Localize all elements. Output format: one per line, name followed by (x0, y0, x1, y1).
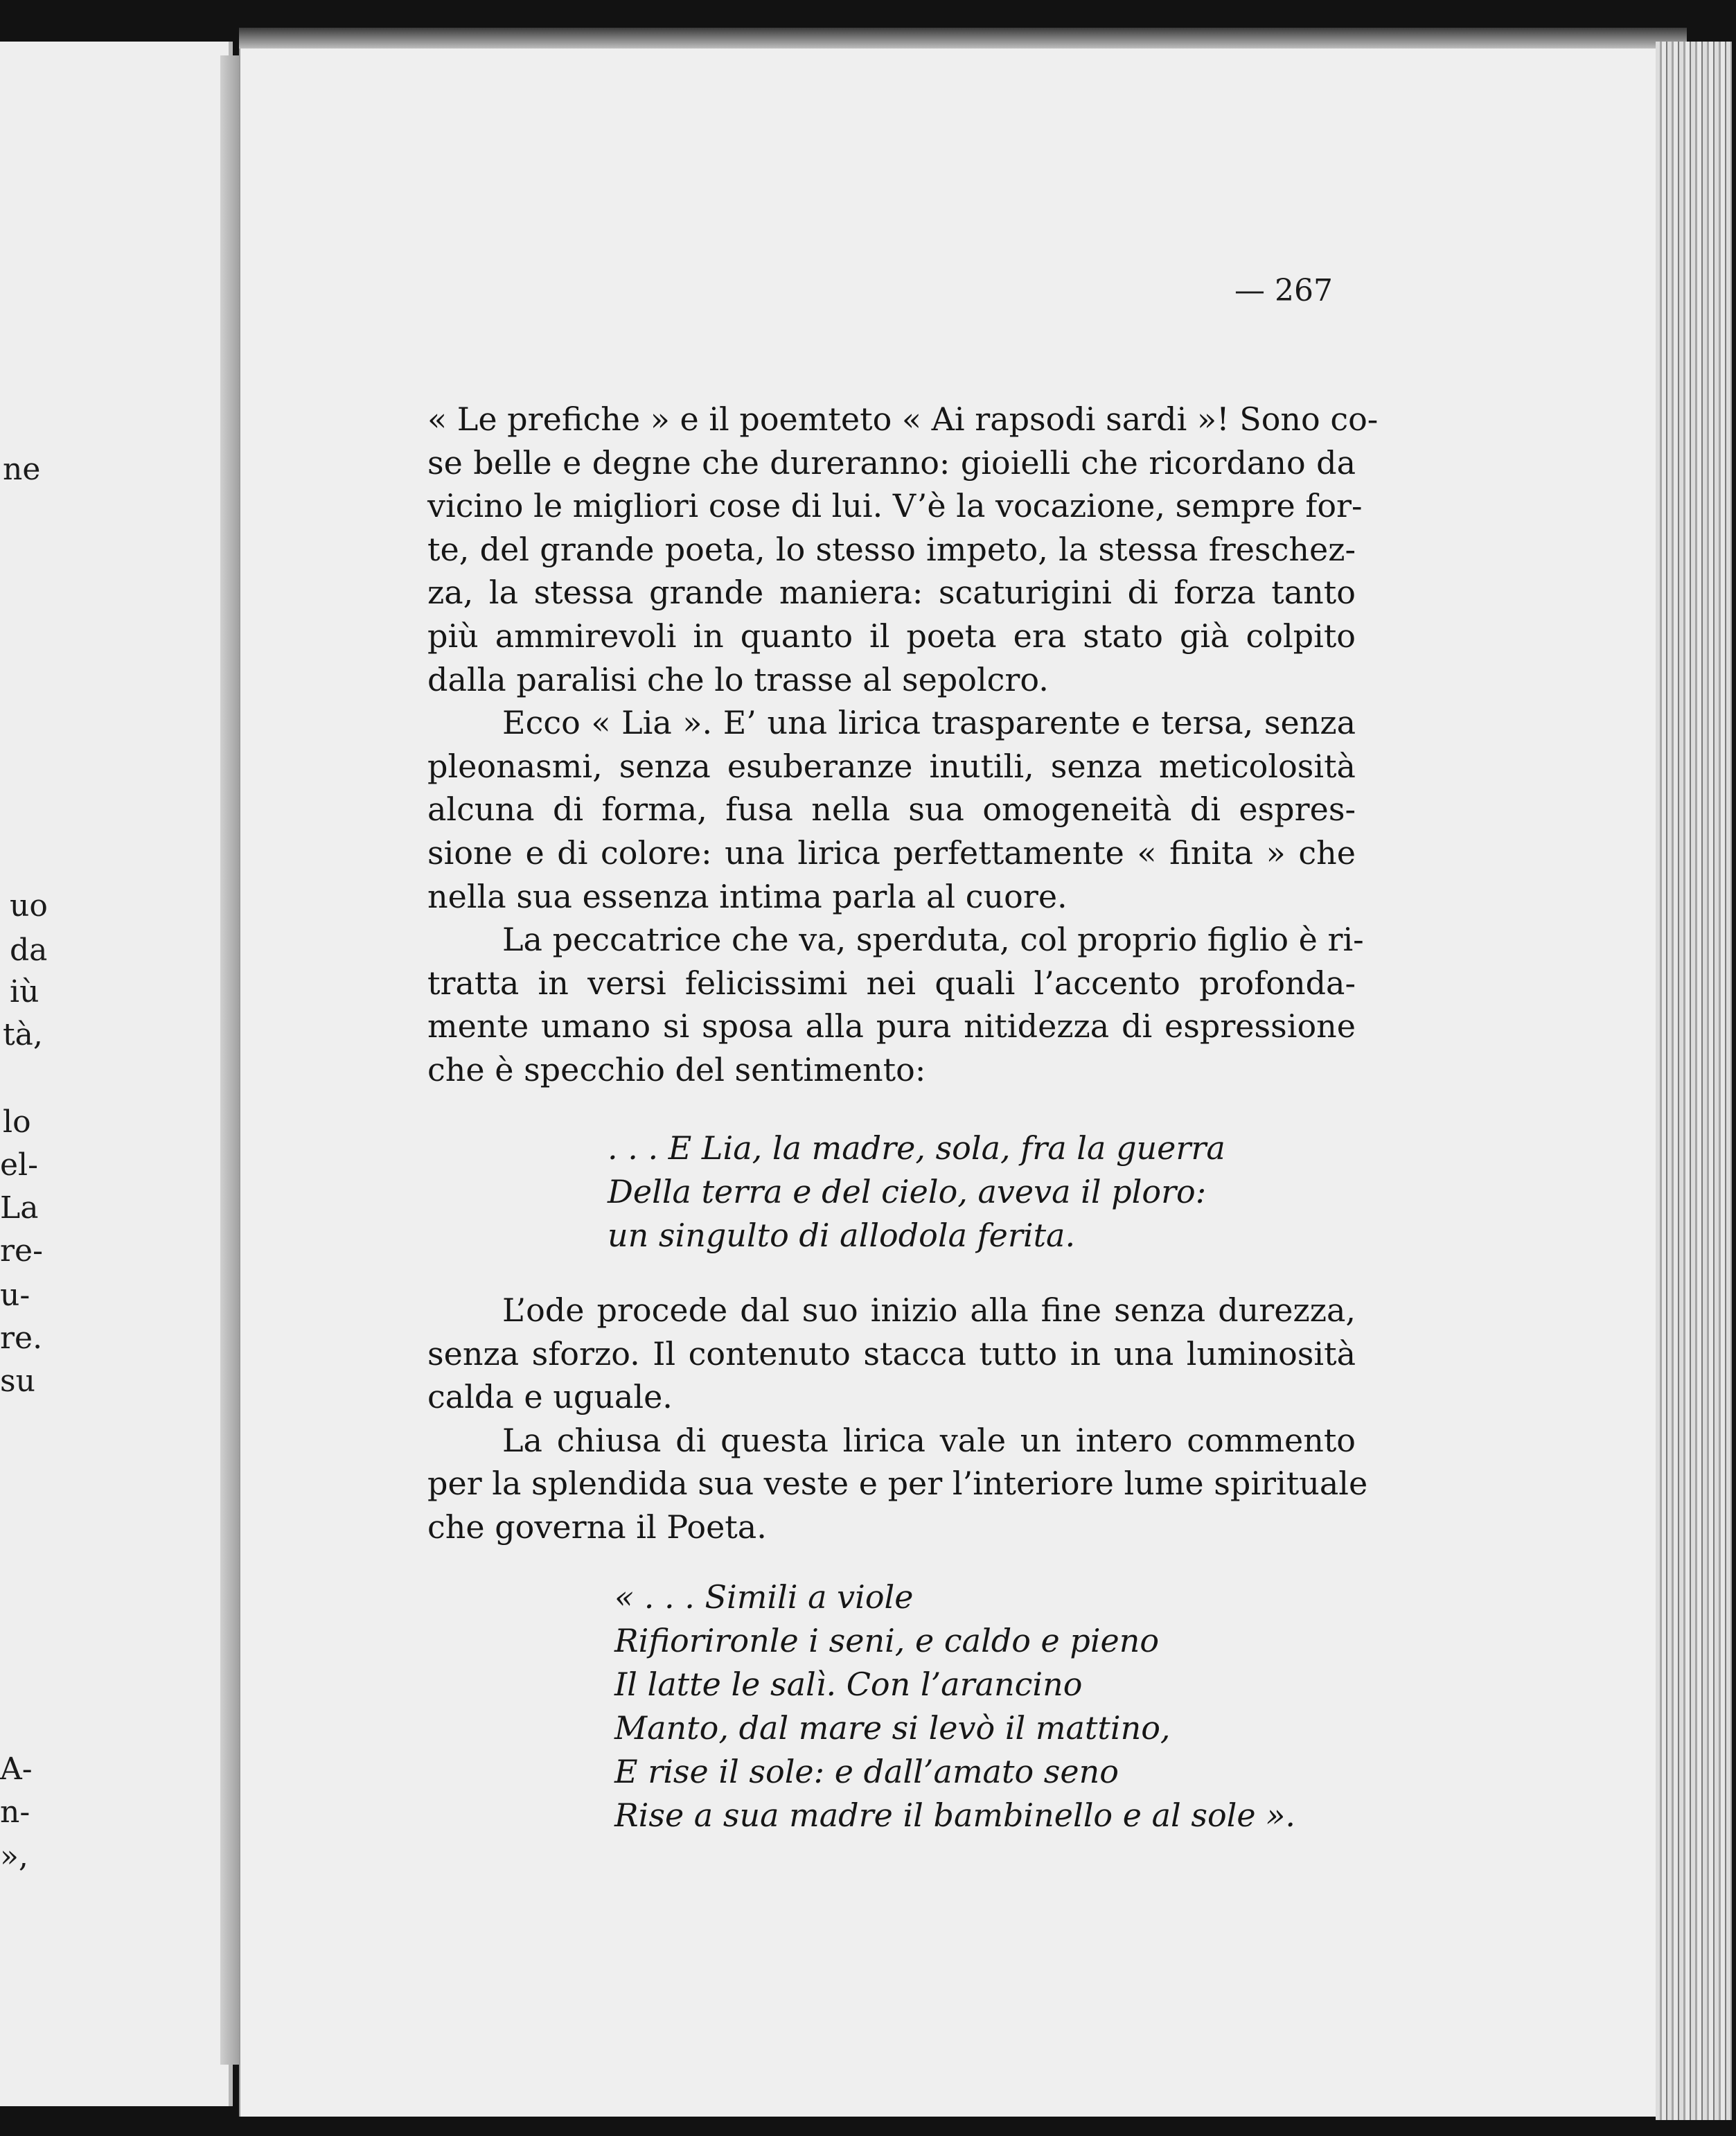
left-page-fragment: re- (0, 1233, 43, 1269)
left-page-fragment: n- (0, 1794, 30, 1830)
text-line: nella sua essenza intima parla al cuore. (427, 877, 1068, 915)
left-page-fragment: La (0, 1190, 39, 1226)
text-line: più ammirevoli in quanto il poeta era stato già colpito (427, 617, 1356, 655)
text-line: za, la stessa grande maniera: scaturigini di forza tanto (427, 574, 1356, 612)
text-line: pleonasmi, senza esuberanze inutili, senza meticolosità (427, 747, 1356, 785)
verse-line: E rise il sole: e dall’amato seno (614, 1753, 1119, 1790)
page-edges (1656, 42, 1732, 2120)
text-line: La peccatrice che va, sperduta, col proprio figlio è ri- (502, 921, 1364, 959)
text-line: senza sforzo. Il contenuto stacca tutto in una luminosità (427, 1334, 1356, 1372)
text-line: che governa il Poeta. (427, 1508, 767, 1546)
text-line: che è specchio del sentimento: (427, 1050, 926, 1088)
left-page-fragment: da (10, 933, 48, 968)
verse-line: Della terra e del cielo, aveva il ploro: (608, 1173, 1207, 1210)
text-line: dalla paralisi che lo trasse al sepolcro. (427, 660, 1049, 698)
text-line: alcuna di forma, fusa nella sua omogeneità di espres- (427, 791, 1356, 829)
left-page-fragment: A- (0, 1751, 33, 1787)
left-page (0, 42, 233, 2106)
left-page-fragment: iù (10, 974, 39, 1009)
text-line: tratta in versi felicissimi nei quali l’accento profonda- (427, 964, 1356, 1002)
left-page-fragment: re. (0, 1321, 43, 1356)
text-line: « Le prefiche » e il poemteto « Ai rapsodi sardi »! Sono co- (427, 400, 1379, 438)
left-page-fragment: », (0, 1839, 28, 1874)
verse-line: Rise a sua madre il bambinello e al sole ». (614, 1797, 1295, 1834)
text-line: te, del grande poeta, lo stesso impeto, la stessa freschez- (427, 530, 1356, 568)
book-top-edge (239, 28, 1687, 51)
text-line: Ecco « Lia ». E’ una lirica trasparente e tersa, senza (502, 704, 1356, 742)
left-page-fragment: ne (3, 452, 41, 487)
left-page-fragment: u- (0, 1278, 30, 1313)
text-line: se belle e degne che dureranno: gioielli che ricordano da (427, 443, 1356, 482)
main-text (427, 398, 1379, 1092)
verse-line: Il latte le salì. Con l’arancino (614, 1666, 1083, 1703)
left-page-fragment: tà, (3, 1017, 43, 1052)
verse-quote-2 (614, 1575, 1295, 1837)
left-page-fragment: el- (0, 1147, 38, 1183)
left-page-fragment: su (0, 1363, 35, 1399)
verse-line: un singulto di allodola ferita. (608, 1217, 1076, 1254)
verse-line: « . . . Simili a viole (614, 1578, 914, 1616)
text-line: per la splendida sua veste e per l’interiore lume spirituale (427, 1465, 1368, 1503)
text-line: sione e di colore: una lirica perfettamente « finita » che (427, 833, 1356, 872)
text-line: mente umano si sposa alla pura nitidezza di espressione (427, 1007, 1356, 1045)
text-line: La chiusa di questa lirica vale un intero commento (502, 1421, 1356, 1459)
verse-line: Rifiorironle i seni, e caldo e pieno (614, 1622, 1160, 1659)
text-line: vicino le migliori cose di lui. V’è la vocazione, sempre for- (427, 487, 1363, 525)
verse-quote-1 (608, 1127, 1225, 1257)
verse-line: . . . E Lia, la madre, sola, fra la guerra (608, 1129, 1225, 1167)
left-page-fragment: lo (3, 1104, 31, 1140)
text-line: L’ode procede dal suo inizio alla fine senza durezza, (502, 1291, 1356, 1329)
page-number: — 267 (1234, 273, 1333, 308)
left-page-fragment: uo (10, 888, 48, 924)
verse-line: Manto, dal mare si levò il mattino, (614, 1709, 1171, 1747)
text-line: calda e uguale. (427, 1378, 673, 1416)
main-text-continued (427, 1289, 1368, 1549)
